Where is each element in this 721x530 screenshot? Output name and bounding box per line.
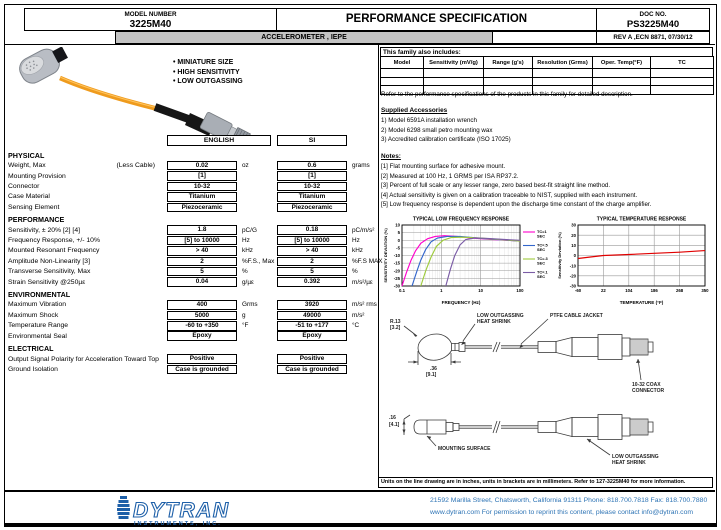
family-empty-cell	[484, 77, 533, 86]
spec-value-english: 0.04	[167, 277, 237, 287]
model-number-label: MODEL NUMBER	[124, 11, 177, 18]
note-item: [2] Measured at 100 Hz, 1 GRMS per ISA RP37.2.	[381, 172, 519, 180]
family-empty-cell	[484, 69, 533, 78]
svg-text:268: 268	[676, 288, 684, 293]
spec-label-text: Sensitivity, ± 20% [2] [4]	[8, 226, 80, 234]
svg-text:350: 350	[701, 288, 709, 293]
family-empty-cell	[593, 69, 651, 78]
svg-text:SEC: SEC	[537, 260, 545, 266]
svg-text:5: 5	[397, 230, 400, 236]
spec-value-si: 0.6	[277, 161, 347, 171]
svg-text:10: 10	[478, 288, 484, 293]
spec-value-si: Case is grounded	[277, 365, 347, 375]
spec-unit-english: °F	[242, 322, 249, 330]
spec-label	[8, 204, 167, 211]
spec-unit-si: grams	[352, 162, 370, 170]
family-header-cell: Resolution (Grms)	[533, 57, 593, 69]
spec-value-english: Piezoceramic	[167, 203, 237, 213]
svg-text:0.1: 0.1	[399, 288, 405, 293]
note-item: [4] Actual sensitivity is given on a calibration traceable to NIST, supplied with each instrument.	[381, 191, 638, 199]
legend-entry: TC=.1	[537, 269, 548, 275]
svg-text:0: 0	[397, 237, 400, 243]
family-empty-cell	[381, 77, 424, 86]
spec-value-english: 400	[167, 300, 237, 310]
spec-label	[8, 356, 167, 363]
notes-block	[381, 153, 651, 210]
spec-label	[8, 162, 167, 169]
spec-value-english: Positive	[167, 354, 237, 364]
footer-divider	[5, 490, 715, 492]
connector	[200, 112, 255, 135]
temperature-response-chart	[556, 214, 713, 311]
x-axis-label: TEMPERATURE (°F)	[619, 300, 664, 305]
svg-text:22: 22	[601, 288, 606, 293]
spec-label	[8, 301, 167, 308]
spec-label-text: Strain Sensitivity @250µε	[8, 278, 86, 286]
svg-text:104: 104	[625, 288, 633, 293]
model-number: 3225M40	[129, 19, 172, 30]
spec-unit-si: m/s² rms	[352, 301, 377, 309]
notes-title: Notes:	[381, 153, 401, 160]
spec-sections	[8, 151, 383, 375]
dim-radius-mm: [3.2]	[390, 325, 401, 331]
spec-row	[8, 246, 378, 256]
spec-label	[8, 258, 167, 265]
spec-table	[8, 135, 383, 375]
spec-label-text: Environmental Seal	[8, 332, 67, 340]
svg-text:-30: -30	[393, 283, 400, 289]
spec-value-english: Titanium	[167, 192, 237, 202]
right-column	[380, 47, 713, 485]
spec-value-si: Positive	[277, 354, 347, 364]
header-divider	[5, 44, 715, 45]
note-item: [5] Low frequency response is dependent upon the discharge time constant of the charge amplifier.	[381, 201, 652, 208]
spec-label	[8, 227, 167, 234]
header-blank-cell	[492, 31, 597, 44]
spec-row	[8, 354, 378, 364]
spec-label-text: Mounted Resonant Frequency	[8, 247, 100, 255]
svg-text:10: 10	[395, 222, 400, 228]
spec-value-english: 5000	[167, 311, 237, 321]
subtitle-bar: ACCELEROMETER , IEPE	[115, 31, 493, 44]
spec-unit-english: Grms	[242, 301, 258, 309]
spec-row	[8, 256, 383, 266]
spec-unit-si: kHz	[352, 247, 364, 255]
spec-unit-english: Hz	[242, 237, 250, 245]
spec-value-si: 3920	[277, 300, 347, 310]
spec-unit-si: m/s²/µε	[352, 278, 373, 286]
svg-text:-25: -25	[393, 275, 400, 281]
spec-row	[8, 300, 378, 310]
page-title: PERFORMANCE SPECIFICATION	[276, 8, 597, 31]
spec-value-si: [1]	[277, 171, 347, 181]
spec-value-si: 2	[277, 257, 347, 267]
accessory-item: 2) Model 6298 small petro mounting wax	[381, 126, 493, 134]
unit-column-headers	[167, 135, 378, 148]
accessory-item: 1) Model 6591A installation wrench	[381, 117, 477, 124]
svg-text:30: 30	[571, 222, 576, 228]
spec-value-si: 10-32	[277, 182, 347, 192]
spec-row	[8, 321, 378, 331]
spec-label	[8, 237, 167, 244]
dim-height-mm: [4.1]	[389, 422, 400, 428]
spec-unit-si: °C	[352, 322, 360, 330]
spec-value-english: 1.8	[167, 225, 237, 235]
dim-width-in: .36	[430, 366, 437, 372]
units-note: Units on the line drawing are in inches, units in brackets are in millimeters. Refer to 127-3225M40 for more information.	[378, 477, 713, 488]
spec-value-english: 0.02	[167, 161, 237, 171]
spec-value-english: -60 to +350	[167, 321, 237, 331]
spec-value-si: > 40	[277, 246, 347, 256]
svg-text:20: 20	[571, 232, 576, 238]
spec-label-text: Frequency Response, +/- 10%	[8, 237, 100, 245]
spec-value-english: 2	[167, 257, 237, 267]
spec-label	[8, 322, 167, 329]
section-heading: ELECTRICAL	[8, 344, 54, 354]
footer-web: www.dytran.com For permission to reprint this content, please contact info@dytran.com	[430, 509, 694, 516]
spec-label	[8, 366, 167, 373]
section-heading: PHYSICAL	[8, 151, 45, 160]
family-empty-cell	[424, 69, 484, 78]
spec-value-english: > 40	[167, 246, 237, 256]
revision-text: REV A ,ECN 8871, 07/30/12	[596, 31, 710, 44]
footer-address: 21592 Marilla Street, Chatsworth, California 91311 Phone: 818.700.7818 Fax: 818.700.7880	[430, 497, 708, 504]
spec-label	[8, 193, 167, 200]
note-item: [3] Percent of full scale or any lesser range, zero based best-fit straight line method.	[381, 182, 611, 189]
spec-unit-si: Hz	[352, 237, 360, 245]
y-axis-label: Sensitivity Deviation (%)	[557, 232, 562, 279]
spec-row	[8, 171, 378, 181]
accessories-title: Supplied Accessories	[381, 107, 448, 114]
low-frequency-response-chart	[382, 214, 556, 311]
spec-value-english: 10-32	[167, 182, 237, 192]
spec-value-english: Epoxy	[167, 331, 237, 341]
family-empty-row	[381, 77, 714, 86]
svg-text:SEC: SEC	[537, 247, 545, 252]
spec-value-si: Epoxy	[277, 331, 347, 341]
connector-label-1: 10-32 COAX	[632, 382, 661, 388]
family-header-cell: Model	[381, 57, 424, 69]
spec-row	[8, 202, 378, 212]
family-note: Refer to the performance specifications of the products in this family for detailed description.	[381, 91, 633, 98]
y-axis-label: SENSITIVITY DEVIATION (%)	[383, 228, 388, 283]
spec-label-text: Sensing Element	[8, 203, 60, 211]
family-empty-cell	[381, 69, 424, 78]
spec-label	[8, 279, 167, 286]
spec-value-si: 5	[277, 267, 347, 277]
spec-value-si: Titanium	[277, 192, 347, 202]
family-header-cell: Oper. Temp(°F)	[593, 57, 651, 69]
heat-shrink-label-top-1: LOW OUTGASSING	[477, 313, 524, 319]
spec-unit-english: g/µε	[242, 278, 254, 286]
family-header-cell: TC	[651, 57, 714, 69]
spec-row	[8, 235, 378, 245]
spec-label-text: Ground Isolation	[8, 365, 58, 373]
section-heading: ENVIRONMENTAL	[8, 290, 71, 300]
spec-row	[8, 331, 378, 341]
temperature-chart-svg	[556, 214, 713, 306]
family-empty-cell	[651, 69, 714, 78]
spec-unit-si: m/s²	[352, 311, 365, 319]
connector-label-2: CONNECTOR	[632, 388, 665, 394]
spec-label-text: Maximum Shock	[8, 311, 59, 319]
chart-title: TYPICAL TEMPERATURE RESPONSE	[596, 216, 687, 223]
spec-row	[8, 161, 378, 171]
spec-label	[8, 247, 167, 254]
supplied-accessories	[381, 107, 511, 145]
heat-shrink-label-bottom-2: HEAT SHRINK	[612, 460, 646, 466]
spec-value-si: 49000	[277, 311, 347, 321]
svg-text:10: 10	[571, 242, 576, 248]
spec-unit-english: oz	[242, 162, 249, 170]
family-empty-cell	[651, 86, 714, 95]
spec-label-note: (Less Cable)	[116, 162, 155, 170]
svg-text:1: 1	[440, 288, 443, 293]
spec-label-text: Mounting Provision	[8, 172, 66, 180]
spec-unit-english: kHz	[242, 247, 254, 255]
spec-value-si: 0.392	[277, 277, 347, 287]
feature-list	[173, 58, 243, 87]
spec-value-english: 5	[167, 267, 237, 277]
legend-entry: TC=.5	[537, 242, 548, 248]
feature-item: • HIGH SENSITIVITY	[173, 68, 240, 76]
family-table-block	[380, 47, 713, 95]
x-axis-label: FREQUENCY (Hz)	[441, 300, 481, 305]
svg-text:-20: -20	[569, 273, 576, 279]
si-column-header: SI	[277, 135, 347, 146]
model-number-block	[24, 8, 277, 31]
dim-radius-in: R.13	[390, 319, 401, 325]
logo-subtext: INSTRUMENTS, INC.	[134, 521, 222, 527]
spec-value-si: Piezoceramic	[277, 203, 347, 213]
note-item: [1] Flat mounting surface for adhesive mount.	[381, 163, 506, 170]
family-header-row	[381, 57, 714, 69]
spec-unit-english: g	[242, 311, 246, 319]
english-column-header: ENGLISH	[167, 135, 271, 146]
spec-row	[8, 277, 378, 287]
svg-text:100: 100	[516, 288, 524, 293]
spec-value-english: [1]	[167, 171, 237, 181]
spec-value-si: -51 to +177	[277, 321, 347, 331]
spec-unit-english: %F.S., Max	[242, 257, 275, 265]
feature-item: • LOW OUTGASSING	[173, 78, 243, 85]
family-empty-row	[381, 69, 714, 78]
svg-text:-10: -10	[569, 263, 576, 269]
spec-label-text: Case Material	[8, 193, 50, 201]
logo-mark	[117, 496, 130, 519]
spec-label-text: Temperature Range	[8, 322, 69, 330]
feature-item: • MINIATURE SIZE	[173, 59, 234, 66]
svg-text:-15: -15	[393, 260, 400, 266]
svg-text:SEC: SEC	[537, 274, 545, 279]
spec-unit-si: %	[352, 268, 358, 276]
spec-label-text: Weight, Max	[8, 162, 46, 170]
footer-contact	[430, 495, 707, 519]
spec-label	[8, 268, 167, 275]
mounting-surface-label: MOUNTING SURFACE	[438, 446, 491, 452]
doc-no-label: DOC NO.	[639, 11, 667, 18]
doc-number-block	[596, 8, 710, 31]
svg-text:-5: -5	[396, 245, 400, 251]
spec-row	[8, 364, 378, 374]
cable-jacket-label: PTFE CABLE JACKET	[550, 313, 603, 319]
spec-label-text: Transverse Sensitivity, Max	[8, 268, 91, 276]
family-empty-cell	[593, 77, 651, 86]
logo-wordmark: DYTRAN	[133, 499, 230, 522]
low-frequency-chart-svg	[382, 214, 556, 306]
spec-value-si: 0.18	[277, 225, 347, 235]
spec-row	[8, 192, 378, 202]
svg-text:-10: -10	[393, 253, 400, 259]
heat-shrink-label-bottom-1: LOW OUTGASSING	[612, 454, 659, 460]
family-table-title: This family also includes:	[380, 47, 713, 56]
dim-width-mm: [9.1]	[426, 372, 437, 378]
spec-row	[8, 310, 378, 320]
svg-text:186: 186	[650, 288, 658, 293]
spec-label	[8, 183, 167, 190]
spec-unit-si: pC/m/s²	[352, 226, 375, 234]
heat-shrink-label-top-2: HEAT SHRINK	[477, 319, 511, 325]
spec-unit-english: %	[242, 268, 248, 276]
spec-row	[8, 225, 378, 235]
family-table	[380, 56, 714, 95]
spec-unit-si: %F.S MAX	[352, 257, 383, 265]
svg-text:-60: -60	[574, 288, 582, 293]
spec-label	[8, 333, 167, 340]
family-empty-cell	[424, 77, 484, 86]
legend-entry: TC=.3	[537, 256, 548, 261]
spec-unit-english: pC/G	[242, 226, 257, 234]
family-empty-cell	[651, 77, 714, 86]
spec-label-text: Maximum Vibration	[8, 301, 67, 309]
svg-text:-20: -20	[393, 268, 400, 274]
svg-text:0: 0	[573, 253, 576, 259]
spec-value-english: Case is grounded	[167, 365, 237, 375]
section-heading: PERFORMANCE	[8, 215, 65, 225]
spec-label-text: Connector	[8, 182, 40, 190]
doc-no: PS3225M40	[626, 19, 680, 30]
family-empty-cell	[533, 77, 593, 86]
spec-row	[8, 181, 378, 191]
family-header-cell: Range (g's)	[484, 57, 533, 69]
svg-text:-30: -30	[569, 283, 576, 289]
dytran-logo	[116, 493, 326, 527]
spec-label	[8, 173, 167, 180]
svg-text:SEC: SEC	[537, 233, 545, 239]
outline-drawing	[380, 307, 713, 477]
spec-label	[8, 312, 167, 319]
dim-height-in: .16	[389, 415, 396, 421]
chart-title: TYPICAL LOW FREQUENCY RESPONSE	[412, 216, 510, 223]
family-empty-cell	[533, 69, 593, 78]
legend-entry: TC=1	[537, 229, 547, 234]
accessory-item: 3) Accredited calibration certificate (ISO 17025)	[381, 136, 511, 143]
spec-label-text: Output Signal Polarity for Acceleration Toward Top	[8, 355, 159, 363]
spec-label-text: Amplitude Non-Linearity [3]	[8, 257, 90, 265]
spec-value-english: [5] to 10000	[167, 236, 237, 246]
family-header-cell: Sensitivity (mV/g)	[424, 57, 484, 69]
spec-value-si: [5] to 10000	[277, 236, 347, 246]
spec-row	[8, 267, 378, 277]
